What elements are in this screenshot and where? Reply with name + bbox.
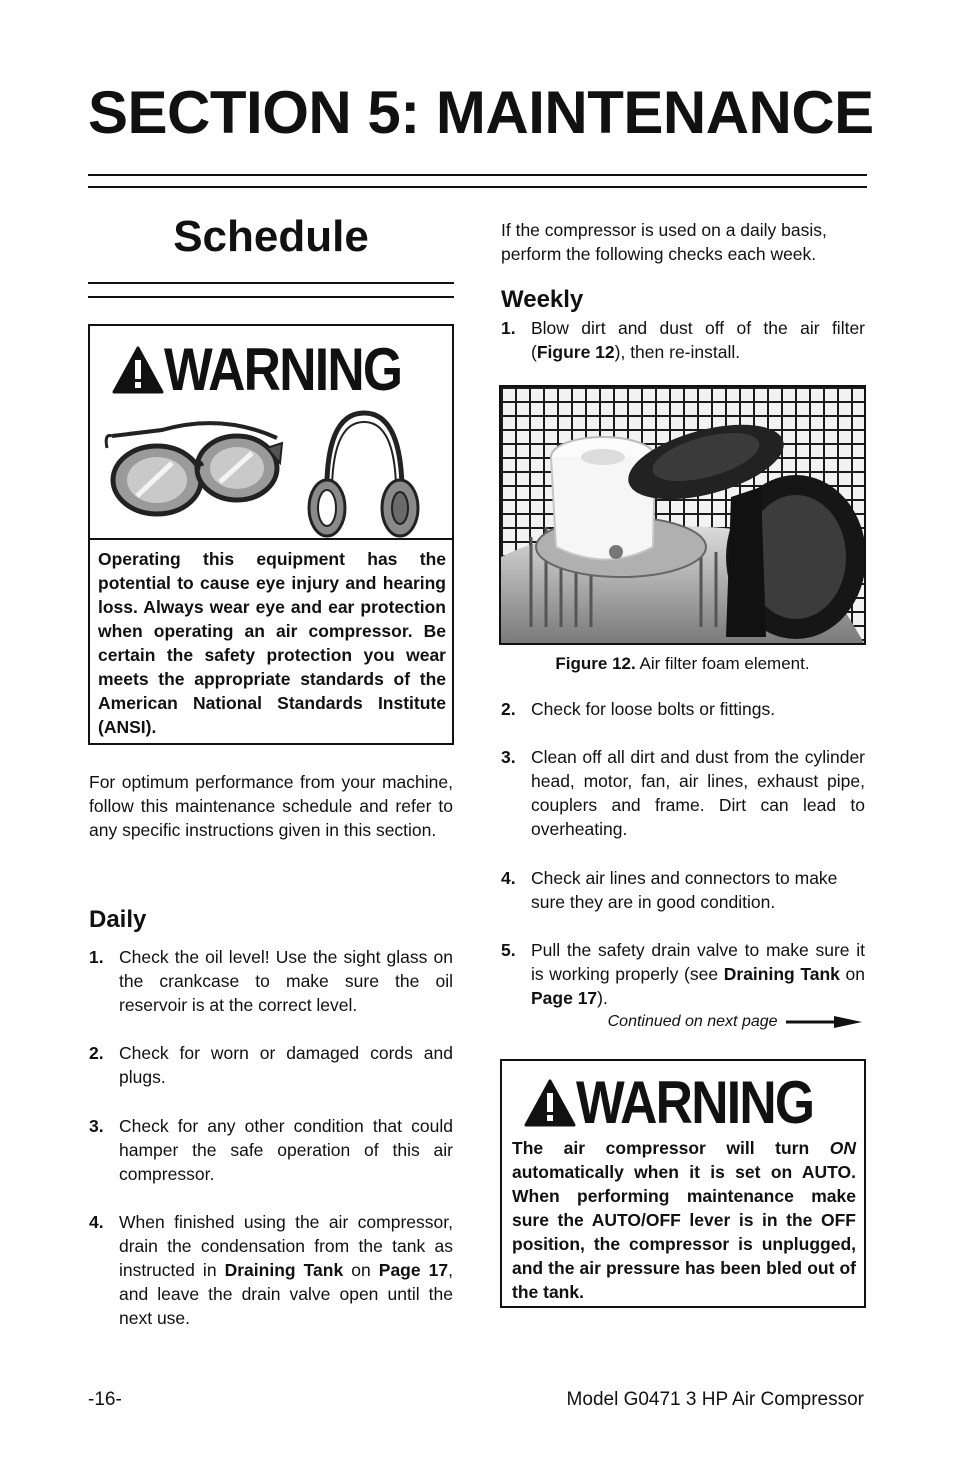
warning-text-protection: Operating this equipment has the potential to cause eye injury and hearing loss. Always wear eye and ear protection when operating an air compressor. Be certain the safety protection you wear meets the appropriate standards of the American National Standards Institute (ANSI). <box>98 549 446 737</box>
weekly-intro: If the compressor is used on a daily basis, perform the following checks each week. <box>501 220 827 264</box>
warning-triangle-icon <box>112 346 164 394</box>
continued-note <box>500 1013 862 1031</box>
warning-box-protection <box>88 324 454 745</box>
weekly-item-3 <box>501 745 865 841</box>
item-number: 4. <box>89 1212 104 1232</box>
warning-divider <box>90 538 452 540</box>
warning-word: WARNING <box>164 336 402 403</box>
weekly-item-4 <box>501 866 865 914</box>
item-number: 3. <box>89 1116 104 1136</box>
divider-top-2 <box>88 186 867 188</box>
model-name: Model G0471 3 HP Air Compressor <box>566 1389 864 1410</box>
emphasis-on: ON <box>829 1138 856 1158</box>
weekly-item-5 <box>501 938 865 1010</box>
weekly-item-1 <box>501 316 865 364</box>
arrow-right-icon <box>786 1014 862 1030</box>
page-number: -16- <box>88 1389 122 1410</box>
item-number: 2. <box>89 1043 104 1063</box>
divider-top-1 <box>88 174 867 176</box>
item-number: 1. <box>89 947 104 967</box>
continued-text: Continued on next page <box>607 1013 778 1030</box>
warning-header <box>524 1069 852 1136</box>
figure-label: Figure 12. <box>555 654 636 673</box>
item-text: Check the oil level! Use the sight glass on the crankcase to make sure the oil reservoir is at the correct level. <box>119 947 453 1015</box>
weekly-item-2 <box>501 697 865 721</box>
link-draining-tank: Draining Tank <box>224 1260 344 1280</box>
daily-heading: Daily <box>89 906 147 933</box>
warning-header <box>112 336 440 403</box>
link-figure-12: Figure 12 <box>536 342 615 362</box>
warning-word: WARNING <box>576 1069 814 1136</box>
warning-text-auto: The air compressor will turn ON automatically when it is set on AUTO. When performing maintenance make sure the AUTO/OFF lever is in the OFF position, the compressor is unplugged, and the air pressure has been bled out of the tank. <box>512 1138 856 1302</box>
daily-item-4 <box>89 1210 453 1330</box>
safety-glasses-and-ear-muffs-icon <box>102 408 442 538</box>
figure-caption-text: Air filter foam element. <box>635 654 810 673</box>
item-text: Check for any other condition that could hamper the safe operation of this air compressor. <box>119 1116 453 1184</box>
item-number: 1. <box>501 318 516 338</box>
air-filter-photo-illustration <box>501 387 864 643</box>
item-number: 4. <box>501 868 516 888</box>
item-text: Check air lines and connectors to make sure they are in good condition. <box>531 868 838 912</box>
item-text: Clean off all dirt and dust from the cylinder head, motor, fan, air lines, exhaust pipe, couplers and frame. Dirt can lead to overheating. <box>531 747 865 839</box>
item-text: Check for loose bolts or fittings. <box>531 699 776 719</box>
link-draining-tank: Draining Tank <box>723 964 840 984</box>
daily-item-3 <box>89 1114 453 1186</box>
warning-triangle-icon <box>524 1079 576 1127</box>
link-page-17: Page 17 <box>378 1260 449 1280</box>
schedule-intro: For optimum performance from your machine, follow this maintenance schedule and refer to any specific instructions given in this section. <box>89 772 453 840</box>
item-text: When finished using the air compressor, drain the condensation from the tank as instructed in Draining Tank on Page 17, and leave the drain valve open until the next use. <box>119 1212 453 1328</box>
figure-12-photo <box>499 385 866 645</box>
daily-item-1 <box>89 945 453 1017</box>
figure-12-caption <box>499 654 866 674</box>
weekly-heading: Weekly <box>501 286 584 313</box>
item-text: Pull the safety drain valve to make sure it is working properly (see Draining Tank on Page 17). <box>531 940 866 1008</box>
warning-box-auto <box>500 1059 866 1308</box>
divider-schedule-2 <box>88 296 454 298</box>
item-text: Check for worn or damaged cords and plugs. <box>119 1043 453 1087</box>
item-text: Blow dirt and dust off of the air filter (Figure 12), then re-install. <box>531 318 865 362</box>
link-page-17: Page 17 <box>531 988 598 1008</box>
divider-schedule-1 <box>88 282 454 284</box>
daily-item-2 <box>89 1041 453 1089</box>
schedule-heading: Schedule <box>173 212 369 261</box>
item-number: 2. <box>501 699 516 719</box>
item-number: 5. <box>501 940 516 960</box>
section-title: SECTION 5: MAINTENANCE <box>88 79 874 146</box>
item-number: 3. <box>501 747 516 767</box>
